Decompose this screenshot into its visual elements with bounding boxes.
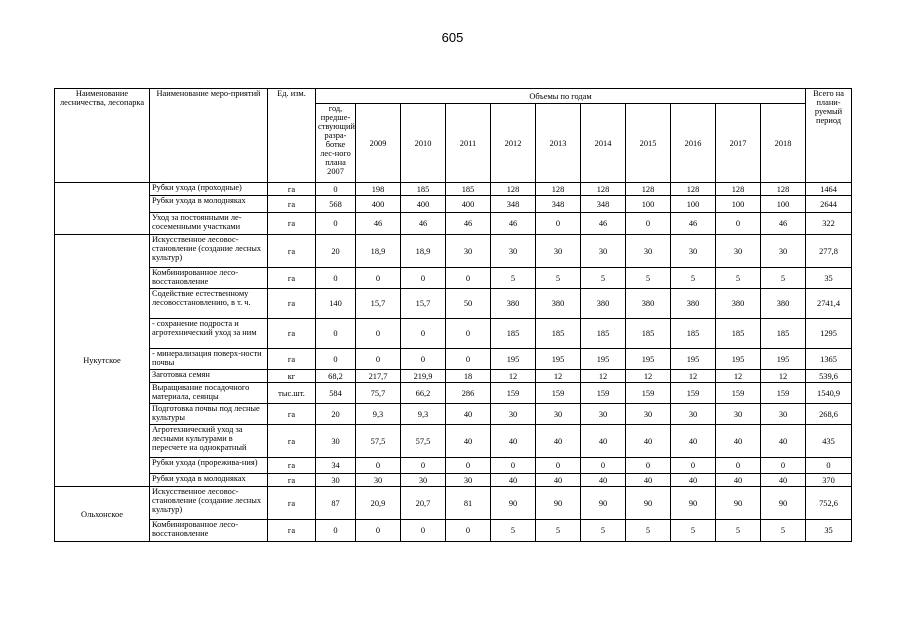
value-cell: 380	[491, 289, 536, 319]
unit-cell: га	[268, 268, 316, 289]
value-cell: 30	[316, 425, 356, 458]
activity-cell: Комбинированное лесо-восстановление	[150, 520, 268, 542]
header-total: Всего на плани-руемый период	[806, 89, 852, 183]
value-cell: 81	[446, 487, 491, 520]
total-cell: 435	[806, 425, 852, 458]
value-cell: 75,7	[356, 383, 401, 404]
value-cell: 5	[626, 520, 671, 542]
value-cell: 5	[536, 520, 581, 542]
total-cell: 35	[806, 268, 852, 289]
value-cell: 348	[581, 196, 626, 213]
total-cell: 322	[806, 213, 852, 235]
value-cell: 57,5	[401, 425, 446, 458]
forestry-name-cell: Нукутское	[55, 235, 150, 487]
table-row	[55, 183, 852, 196]
value-cell: 159	[716, 383, 761, 404]
value-cell: 0	[316, 520, 356, 542]
value-cell: 40	[671, 474, 716, 487]
value-cell: 380	[761, 289, 806, 319]
value-cell: 128	[671, 183, 716, 196]
value-cell: 128	[716, 183, 761, 196]
table-row	[55, 213, 852, 235]
value-cell: 400	[446, 196, 491, 213]
header-year-2009: 2009	[356, 104, 401, 183]
value-cell: 57,5	[356, 425, 401, 458]
value-cell: 380	[716, 289, 761, 319]
value-cell: 30	[761, 404, 806, 425]
value-cell: 0	[316, 349, 356, 370]
total-cell: 752,6	[806, 487, 852, 520]
value-cell: 30	[446, 235, 491, 268]
value-cell: 40	[581, 425, 626, 458]
value-cell: 30	[356, 474, 401, 487]
value-cell: 0	[401, 349, 446, 370]
value-cell: 0	[356, 520, 401, 542]
value-cell: 40	[626, 474, 671, 487]
header-unit: Ед. изм.	[268, 89, 316, 183]
value-cell: 40	[626, 425, 671, 458]
header-forestry: Наименование лесничества, лесопарка	[55, 89, 150, 183]
value-cell: 5	[761, 520, 806, 542]
value-cell: 0	[316, 319, 356, 349]
value-cell: 40	[536, 425, 581, 458]
unit-cell: га	[268, 487, 316, 520]
value-cell: 46	[446, 213, 491, 235]
value-cell: 400	[401, 196, 446, 213]
table-row	[55, 370, 852, 383]
table-row	[55, 383, 852, 404]
unit-cell: га	[268, 289, 316, 319]
header-year-2014: 2014	[581, 104, 626, 183]
value-cell: 46	[671, 213, 716, 235]
value-cell: 30	[671, 404, 716, 425]
value-cell: 5	[491, 520, 536, 542]
value-cell: 0	[356, 349, 401, 370]
value-cell: 87	[316, 487, 356, 520]
value-cell: 50	[446, 289, 491, 319]
table-row	[55, 474, 852, 487]
header-year-2013: 2013	[536, 104, 581, 183]
value-cell: 185	[626, 319, 671, 349]
value-cell: 12	[536, 370, 581, 383]
table-row	[55, 235, 852, 268]
value-cell: 348	[491, 196, 536, 213]
value-cell: 159	[626, 383, 671, 404]
value-cell: 40	[446, 404, 491, 425]
value-cell: 18	[446, 370, 491, 383]
value-cell: 185	[671, 319, 716, 349]
value-cell: 46	[401, 213, 446, 235]
value-cell: 195	[761, 349, 806, 370]
value-cell: 40	[716, 425, 761, 458]
header-year-2012: 2012	[491, 104, 536, 183]
value-cell: 5	[671, 520, 716, 542]
unit-cell: га	[268, 235, 316, 268]
header-year-2018: 2018	[761, 104, 806, 183]
value-cell: 46	[356, 213, 401, 235]
value-cell: 5	[626, 268, 671, 289]
table-row	[55, 520, 852, 542]
value-cell: 90	[761, 487, 806, 520]
value-cell: 185	[401, 183, 446, 196]
page-number: 605	[441, 30, 464, 45]
table-header	[55, 89, 852, 183]
total-cell: 35	[806, 520, 852, 542]
value-cell: 20,7	[401, 487, 446, 520]
value-cell: 380	[671, 289, 716, 319]
activity-cell: Агротехнический уход за лесными культурами в пересчете на однократный	[150, 425, 268, 458]
unit-cell: га	[268, 213, 316, 235]
header-year-2015: 2015	[626, 104, 671, 183]
value-cell: 0	[401, 458, 446, 474]
value-cell: 0	[316, 183, 356, 196]
value-cell: 348	[536, 196, 581, 213]
unit-cell: га	[268, 425, 316, 458]
value-cell: 20	[316, 404, 356, 425]
value-cell: 12	[761, 370, 806, 383]
value-cell: 5	[761, 268, 806, 289]
unit-cell: га	[268, 520, 316, 542]
value-cell: 185	[491, 319, 536, 349]
value-cell: 5	[536, 268, 581, 289]
value-cell: 0	[761, 458, 806, 474]
value-cell: 0	[401, 268, 446, 289]
value-cell: 217,7	[356, 370, 401, 383]
table-row	[55, 458, 852, 474]
value-cell: 159	[761, 383, 806, 404]
activity-cell: Выращивание посадочного материала, сеянцы	[150, 383, 268, 404]
activity-cell: Содействие естественному лесовосстановлению, в т. ч.	[150, 289, 268, 319]
table-row	[55, 319, 852, 349]
total-cell: 2644	[806, 196, 852, 213]
activity-cell: - минерализация поверх-ности почвы	[150, 349, 268, 370]
header-base-year: год, предше-ствующий разра-ботке лес-ного плана 2007	[316, 104, 356, 183]
value-cell: 0	[401, 520, 446, 542]
value-cell: 0	[491, 458, 536, 474]
value-cell: 12	[626, 370, 671, 383]
value-cell: 30	[716, 404, 761, 425]
value-cell: 40	[671, 425, 716, 458]
value-cell: 90	[491, 487, 536, 520]
value-cell: 9,3	[401, 404, 446, 425]
table-row	[55, 404, 852, 425]
value-cell: 12	[671, 370, 716, 383]
value-cell: 90	[626, 487, 671, 520]
value-cell: 30	[761, 235, 806, 268]
value-cell: 584	[316, 383, 356, 404]
value-cell: 140	[316, 289, 356, 319]
value-cell: 568	[316, 196, 356, 213]
value-cell: 159	[536, 383, 581, 404]
value-cell: 12	[716, 370, 761, 383]
value-cell: 15,7	[401, 289, 446, 319]
value-cell: 34	[316, 458, 356, 474]
value-cell: 0	[536, 458, 581, 474]
table-body	[55, 183, 852, 542]
activity-cell: - сохранение подроста и агротехнический уход за ним	[150, 319, 268, 349]
value-cell: 30	[671, 235, 716, 268]
unit-cell: га	[268, 474, 316, 487]
unit-cell: га	[268, 196, 316, 213]
value-cell: 0	[316, 268, 356, 289]
value-cell: 66,2	[401, 383, 446, 404]
header-year-2010: 2010	[401, 104, 446, 183]
header-year-2017: 2017	[716, 104, 761, 183]
value-cell: 18,9	[401, 235, 446, 268]
table-row	[55, 487, 852, 520]
unit-cell: га	[268, 404, 316, 425]
value-cell: 30	[581, 235, 626, 268]
value-cell: 12	[581, 370, 626, 383]
value-cell: 40	[716, 474, 761, 487]
activity-cell: Рубки ухода в молодняках	[150, 474, 268, 487]
activity-cell: Комбинированное лесо-восстановление	[150, 268, 268, 289]
value-cell: 380	[536, 289, 581, 319]
activity-cell: Искусственное лесовос-становление (создание лесных культур)	[150, 487, 268, 520]
value-cell: 90	[671, 487, 716, 520]
value-cell: 30	[491, 235, 536, 268]
forest-activities-table	[54, 88, 852, 542]
total-cell: 268,6	[806, 404, 852, 425]
total-cell: 2741,4	[806, 289, 852, 319]
value-cell: 100	[761, 196, 806, 213]
value-cell: 195	[536, 349, 581, 370]
unit-cell: га	[268, 319, 316, 349]
value-cell: 46	[761, 213, 806, 235]
value-cell: 90	[581, 487, 626, 520]
value-cell: 0	[716, 458, 761, 474]
value-cell: 0	[356, 458, 401, 474]
total-cell: 1365	[806, 349, 852, 370]
value-cell: 20	[316, 235, 356, 268]
value-cell: 195	[716, 349, 761, 370]
value-cell: 30	[626, 404, 671, 425]
total-cell: 1295	[806, 319, 852, 349]
value-cell: 90	[536, 487, 581, 520]
table-row	[55, 425, 852, 458]
value-cell: 0	[401, 319, 446, 349]
activity-cell: Рубки ухода (проходные)	[150, 183, 268, 196]
value-cell: 0	[446, 268, 491, 289]
header-year-2016: 2016	[671, 104, 716, 183]
value-cell: 30	[316, 474, 356, 487]
value-cell: 185	[716, 319, 761, 349]
value-cell: 0	[356, 268, 401, 289]
value-cell: 15,7	[356, 289, 401, 319]
table-row	[55, 196, 852, 213]
unit-cell: га	[268, 349, 316, 370]
value-cell: 100	[716, 196, 761, 213]
total-cell: 1540,9	[806, 383, 852, 404]
value-cell: 90	[716, 487, 761, 520]
value-cell: 380	[581, 289, 626, 319]
value-cell: 286	[446, 383, 491, 404]
value-cell: 195	[671, 349, 716, 370]
value-cell: 380	[626, 289, 671, 319]
value-cell: 0	[626, 458, 671, 474]
activity-cell: Подготовка почвы под лесные культуры	[150, 404, 268, 425]
value-cell: 195	[581, 349, 626, 370]
value-cell: 20,9	[356, 487, 401, 520]
value-cell: 0	[581, 458, 626, 474]
value-cell: 100	[626, 196, 671, 213]
value-cell: 195	[491, 349, 536, 370]
value-cell: 0	[356, 319, 401, 349]
activity-cell: Искусственное лесовос-становление (создание лесных культур)	[150, 235, 268, 268]
value-cell: 40	[581, 474, 626, 487]
activity-cell: Уход за постоянными ле-сосеменными участками	[150, 213, 268, 235]
unit-cell: га	[268, 458, 316, 474]
value-cell: 128	[761, 183, 806, 196]
value-cell: 0	[536, 213, 581, 235]
value-cell: 0	[446, 319, 491, 349]
value-cell: 30	[446, 474, 491, 487]
value-cell: 30	[401, 474, 446, 487]
value-cell: 128	[536, 183, 581, 196]
activity-cell: Рубки ухода (прорежива-ния)	[150, 458, 268, 474]
value-cell: 0	[446, 520, 491, 542]
value-cell: 30	[491, 404, 536, 425]
value-cell: 128	[581, 183, 626, 196]
total-cell: 0	[806, 458, 852, 474]
value-cell: 40	[491, 425, 536, 458]
value-cell: 40	[491, 474, 536, 487]
value-cell: 0	[716, 213, 761, 235]
total-cell: 539,6	[806, 370, 852, 383]
total-cell: 1464	[806, 183, 852, 196]
value-cell: 5	[491, 268, 536, 289]
value-cell: 5	[581, 268, 626, 289]
value-cell: 0	[316, 213, 356, 235]
forestry-name-cell	[55, 183, 150, 235]
value-cell: 40	[761, 474, 806, 487]
value-cell: 30	[536, 235, 581, 268]
value-cell: 128	[626, 183, 671, 196]
value-cell: 46	[581, 213, 626, 235]
value-cell: 40	[536, 474, 581, 487]
total-cell: 277,8	[806, 235, 852, 268]
value-cell: 40	[761, 425, 806, 458]
value-cell: 18,9	[356, 235, 401, 268]
value-cell: 185	[761, 319, 806, 349]
value-cell: 185	[446, 183, 491, 196]
value-cell: 400	[356, 196, 401, 213]
value-cell: 195	[626, 349, 671, 370]
value-cell: 40	[446, 425, 491, 458]
activity-cell: Заготовка семян	[150, 370, 268, 383]
value-cell: 0	[626, 213, 671, 235]
header-volumes-by-years: Объемы по годам	[316, 89, 806, 104]
value-cell: 30	[536, 404, 581, 425]
forestry-name-cell: Ольхонское	[55, 487, 150, 542]
value-cell: 30	[581, 404, 626, 425]
value-cell: 159	[671, 383, 716, 404]
value-cell: 219,9	[401, 370, 446, 383]
value-cell: 30	[716, 235, 761, 268]
value-cell: 0	[446, 458, 491, 474]
value-cell: 68,2	[316, 370, 356, 383]
header-year-2011: 2011	[446, 104, 491, 183]
value-cell: 5	[716, 268, 761, 289]
header-activity: Наименование меро-приятий	[150, 89, 268, 183]
activity-cell: Рубки ухода в молодняках	[150, 196, 268, 213]
value-cell: 198	[356, 183, 401, 196]
value-cell: 128	[491, 183, 536, 196]
table-row	[55, 349, 852, 370]
value-cell: 100	[671, 196, 716, 213]
value-cell: 46	[491, 213, 536, 235]
unit-cell: тыс.шт.	[268, 383, 316, 404]
value-cell: 0	[446, 349, 491, 370]
value-cell: 185	[581, 319, 626, 349]
value-cell: 5	[716, 520, 761, 542]
value-cell: 9,3	[356, 404, 401, 425]
unit-cell: кг	[268, 370, 316, 383]
value-cell: 0	[671, 458, 716, 474]
value-cell: 5	[671, 268, 716, 289]
table-row	[55, 289, 852, 319]
total-cell: 370	[806, 474, 852, 487]
value-cell: 30	[626, 235, 671, 268]
value-cell: 185	[536, 319, 581, 349]
table-row	[55, 268, 852, 289]
value-cell: 12	[491, 370, 536, 383]
value-cell: 159	[581, 383, 626, 404]
value-cell: 5	[581, 520, 626, 542]
header-row-volumes	[55, 89, 852, 104]
unit-cell: га	[268, 183, 316, 196]
value-cell: 159	[491, 383, 536, 404]
